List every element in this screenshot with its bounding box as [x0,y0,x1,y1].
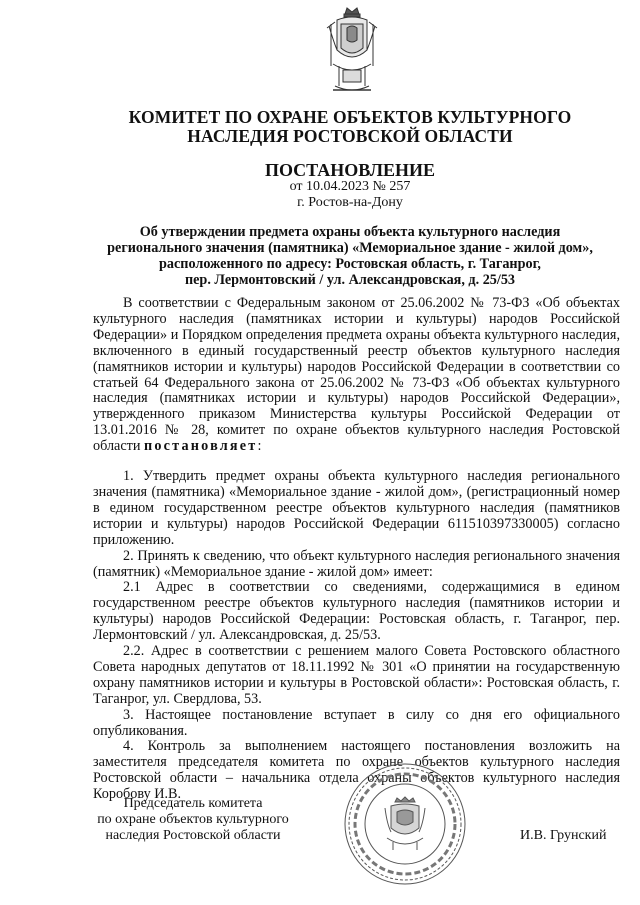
org-title-line-1: КОМИТЕТ ПО ОХРАНЕ ОБЪЕКТОВ КУЛЬТУРНОГО [128,107,572,127]
org-title-line-2: НАСЛЕДИЯ РОСТОВСКОЙ ОБЛАСТИ [187,126,513,146]
subject-line-3: расположенного по адресу: Ростовская область, г. Таганрог, [159,256,541,272]
official-seal-icon [343,762,467,886]
preamble-text: В соответствии с Федеральным законом от 25.06.2002 № 73-ФЗ «Об объектах культурного наследия (памятниках истории и культуры) народов Российской Федерации» и Порядком определения предмета охраны объекта культурного наследия, включенного в единый государственный реестр объектов культурного наследия (памятников истории и культуры) народов Российской Федерации в соответствии со статьей 64 Федерального закона от 25.06.2002 № 73-ФЗ «Об объектах культурного наследия (памятниках истории и культуры) народов Российской Федерации», утвержденного приказом Министерства культуры Российской Федерации от 13.01.2016 № 28, комитет по охране объектов культурного наследия Ростовской области [93,295,620,455]
position-line-2: по охране объектов культурного [97,812,289,827]
item-2: 2. Принять к сведению, что объект культурного наследия регионального значения (памятник) «Мемориальное здание - жилой дом» имеет: [93,547,620,580]
document-meta [60,179,640,211]
resolves-word: постановляет [143,438,258,455]
coat-of-arms-icon [325,6,379,98]
item-4: 4. Контроль за выполнением настоящего постановления возложить на заместителя председателя комитета по охране объектов культурного наследия Ростовской области – начальника отдела охраны объектов культурного наследия Коробову И.В. [93,738,620,803]
item-2-2: 2.2. Адрес в соответствии с решением малого Совета Ростовского областного Совета народных депутатов от 18.11.1992 № 301 «О принятии на государственную охрану памятников истории и культуры в Ростовской области»: Ростовская область, г. Таганрог, ул. Свердлова, 53. [93,643,620,707]
subject-line-4: пер. Лермонтовский / ул. Александровская, д. 25/53 [184,272,516,288]
preamble-paragraph [93,296,620,455]
item-1: 1. Утвердить предмет охраны объекта культурного наследия регионального значения (памятника) «Мемориальное здание - жилой дом», (регистрационный номер в едином государственном реестре объектов культурного наследия (памятников истории и культуры) народов Российской Федерации 611510397330005) согласно приложению. [93,468,620,548]
position-line-3: наследия Ростовской области [105,828,281,843]
item-3: 3. Настоящее постановление вступает в силу со дня его официального опубликования. [93,706,620,739]
item-2-1: 2.1 Адрес в соответствии со сведениями, содержащимися в едином государственном реестре объектов культурного наследия (памятников истории и культуры) народов Российской Федерации: Ростовская область, г. Таганрог, пер. Лермонтовский / ул. Александровская, д. 25/53. [93,579,620,644]
position-line-1: Председатель комитета [123,796,263,811]
signatory-position [93,796,293,844]
document-type: ПОСТАНОВЛЕНИЕ [264,160,436,180]
organization-title [60,108,640,146]
document-subject [80,224,620,288]
subject-line-1: Об утверждении предмета охраны объекта культурного наследия [139,224,561,240]
signatory-name: И.В. Грунский [520,828,607,843]
document-place: г. Ростов-на-Дону [297,195,403,210]
document-date-number: от 10.04.2023 № 257 [289,179,411,194]
document-body [93,296,620,803]
resolves-colon: : [257,438,262,455]
subject-line-2: регионального значения (памятника) «Мемориальное здание - жилой дом», [107,240,593,256]
